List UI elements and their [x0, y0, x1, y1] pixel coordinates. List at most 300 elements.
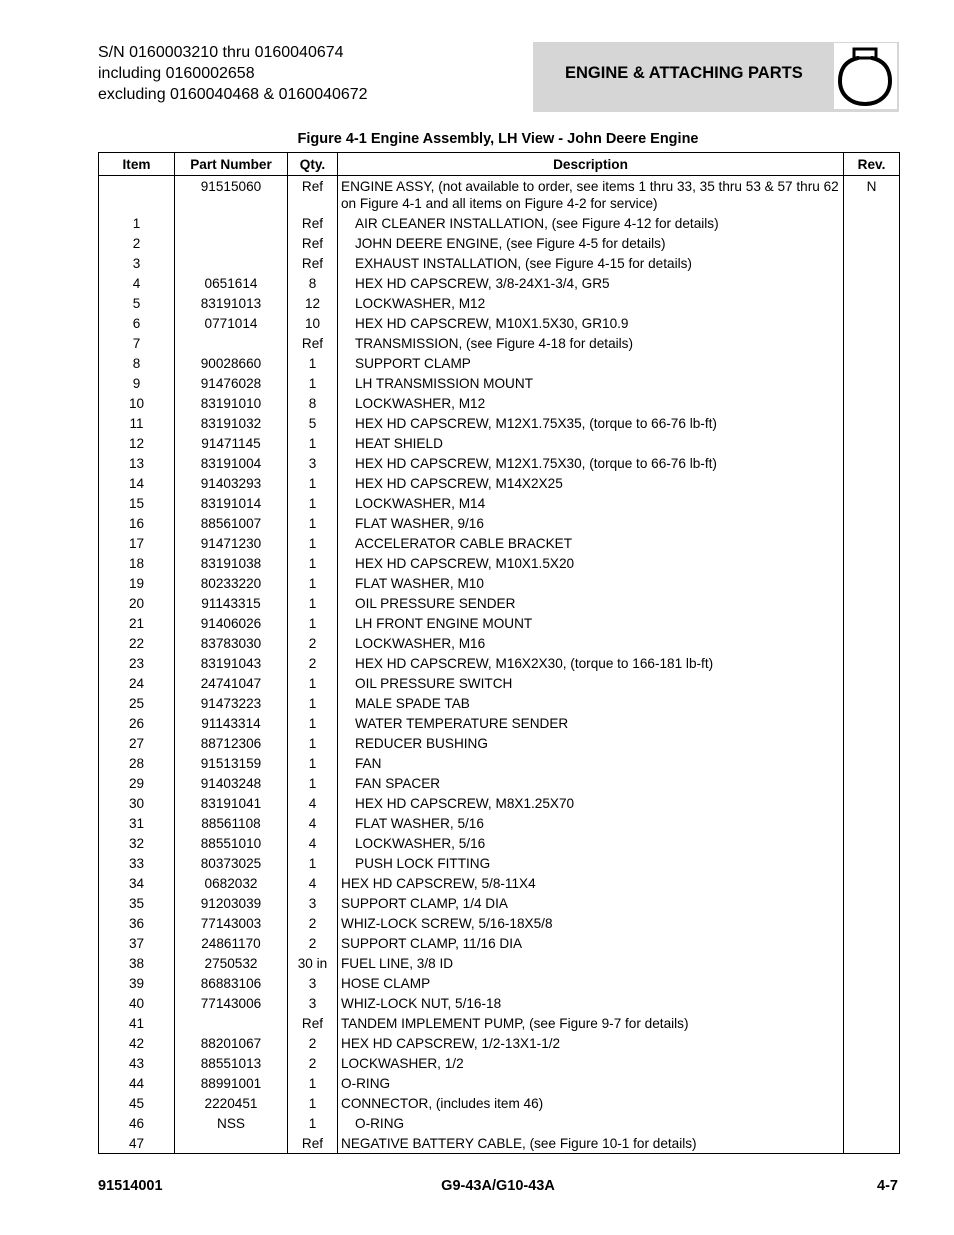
part-number-cell: 91473223	[175, 693, 288, 713]
description-cell	[338, 433, 844, 453]
part-number-cell: 88712306	[175, 733, 288, 753]
table-row	[99, 413, 900, 433]
item-cell: 46	[99, 1113, 175, 1133]
rev-cell	[844, 1113, 900, 1133]
part-number-cell: 91143314	[175, 713, 288, 733]
item-cell: 36	[99, 913, 175, 933]
description-cell	[338, 793, 844, 813]
rev-cell	[844, 553, 900, 573]
qty-cell: Ref	[288, 333, 338, 353]
item-cell: 17	[99, 533, 175, 553]
part-number-cell: 91513159	[175, 753, 288, 773]
item-cell: 20	[99, 593, 175, 613]
part-number-cell: 91471145	[175, 433, 288, 453]
description-cell	[338, 313, 844, 333]
description-cell	[338, 653, 844, 673]
table-row	[99, 873, 900, 893]
item-cell: 31	[99, 813, 175, 833]
column-header-qty: Qty.	[288, 153, 338, 176]
description-cell	[338, 813, 844, 833]
description-text: HEX HD CAPSCREW, M8X1.25X70	[355, 795, 575, 811]
section-header	[533, 42, 899, 112]
part-number-cell: 90028660	[175, 353, 288, 373]
item-cell: 35	[99, 893, 175, 913]
table-row	[99, 893, 900, 913]
part-number-cell: 83191004	[175, 453, 288, 473]
item-cell: 21	[99, 613, 175, 633]
qty-cell: Ref	[288, 1133, 338, 1154]
rev-cell	[844, 713, 900, 733]
part-number-cell: 83191010	[175, 393, 288, 413]
qty-cell: 2	[288, 653, 338, 673]
table-row	[99, 513, 900, 533]
item-cell: 47	[99, 1133, 175, 1154]
item-cell: 7	[99, 333, 175, 353]
description-cell	[338, 253, 844, 273]
description-text: LOCKWASHER, M16	[355, 635, 486, 651]
table-row	[99, 613, 900, 633]
footer-document-number: 91514001	[98, 1178, 163, 1194]
rev-cell: N	[844, 176, 900, 214]
qty-cell: 2	[288, 913, 338, 933]
table-row	[99, 713, 900, 733]
description-text: JOHN DEERE ENGINE, (see Figure 4-5 for details)	[355, 235, 666, 251]
rev-cell	[844, 793, 900, 813]
qty-cell: 1	[288, 433, 338, 453]
qty-cell: 1	[288, 673, 338, 693]
qty-cell: 1	[288, 373, 338, 393]
rev-cell	[844, 413, 900, 433]
rev-cell	[844, 953, 900, 973]
description-cell: WHIZ-LOCK SCREW, 5/16-18X5/8	[338, 913, 844, 933]
description-cell	[338, 593, 844, 613]
description-text: LH TRANSMISSION MOUNT	[355, 375, 533, 391]
table-row	[99, 673, 900, 693]
item-cell: 39	[99, 973, 175, 993]
table-row	[99, 973, 900, 993]
description-cell: LOCKWASHER, 1/2	[338, 1053, 844, 1073]
description-text: LH FRONT ENGINE MOUNT	[355, 615, 533, 631]
rev-cell	[844, 633, 900, 653]
item-cell: 18	[99, 553, 175, 573]
rev-cell	[844, 393, 900, 413]
part-number-cell: 83191032	[175, 413, 288, 433]
part-number-cell: 0771014	[175, 313, 288, 333]
description-cell	[338, 293, 844, 313]
item-cell: 16	[99, 513, 175, 533]
description-cell: SUPPORT CLAMP, 11/16 DIA	[338, 933, 844, 953]
rev-cell	[844, 233, 900, 253]
description-cell	[338, 853, 844, 873]
description-text: LOCKWASHER, M12	[355, 295, 486, 311]
table-header-row	[99, 153, 900, 176]
table-row	[99, 853, 900, 873]
column-header-rev: Rev.	[844, 153, 900, 176]
table-row	[99, 993, 900, 1013]
description-text: MALE SPADE TAB	[355, 695, 470, 711]
qty-cell: 4	[288, 813, 338, 833]
table-row	[99, 253, 900, 273]
item-cell: 29	[99, 773, 175, 793]
description-text: LOCKWASHER, M12	[355, 395, 486, 411]
qty-cell: 1	[288, 593, 338, 613]
rev-cell	[844, 813, 900, 833]
part-number-cell: 24861170	[175, 933, 288, 953]
table-row	[99, 933, 900, 953]
rev-cell	[844, 873, 900, 893]
part-number-cell: 88551013	[175, 1053, 288, 1073]
description-cell: HEX HD CAPSCREW, 5/8-11X4	[338, 873, 844, 893]
column-header-part-number: Part Number	[175, 153, 288, 176]
table-row	[99, 693, 900, 713]
item-cell: 28	[99, 753, 175, 773]
item-cell: 24	[99, 673, 175, 693]
description-cell: FUEL LINE, 3/8 ID	[338, 953, 844, 973]
rev-cell	[844, 973, 900, 993]
description-cell: SUPPORT CLAMP, 1/4 DIA	[338, 893, 844, 913]
part-number-cell: 83191038	[175, 553, 288, 573]
qty-cell: 3	[288, 993, 338, 1013]
rev-cell	[844, 933, 900, 953]
item-cell: 2	[99, 233, 175, 253]
qty-cell: 3	[288, 973, 338, 993]
description-cell	[338, 233, 844, 253]
table-row	[99, 833, 900, 853]
description-text: HEX HD CAPSCREW, M10X1.5X20	[355, 555, 575, 571]
qty-cell: Ref	[288, 253, 338, 273]
part-number-cell	[175, 1013, 288, 1033]
description-cell	[338, 373, 844, 393]
part-number-cell: 0682032	[175, 873, 288, 893]
description-text: PUSH LOCK FITTING	[355, 855, 491, 871]
table-row	[99, 473, 900, 493]
description-cell	[338, 693, 844, 713]
table-row	[99, 653, 900, 673]
table-row	[99, 273, 900, 293]
description-text: SUPPORT CLAMP	[355, 355, 471, 371]
table-row	[99, 393, 900, 413]
description-cell	[338, 393, 844, 413]
description-cell	[338, 753, 844, 773]
part-number-cell: 2750532	[175, 953, 288, 973]
rev-cell	[844, 253, 900, 273]
rev-cell	[844, 1013, 900, 1033]
rev-cell	[844, 473, 900, 493]
qty-cell: 1	[288, 533, 338, 553]
qty-cell: 2	[288, 1053, 338, 1073]
parts-table	[98, 152, 900, 1154]
part-number-cell: 91403293	[175, 473, 288, 493]
item-cell: 15	[99, 493, 175, 513]
rev-cell	[844, 773, 900, 793]
rev-cell	[844, 853, 900, 873]
description-text: FAN	[355, 755, 382, 771]
table-row	[99, 213, 900, 233]
item-cell: 43	[99, 1053, 175, 1073]
table-row	[99, 1073, 900, 1093]
part-number-cell: 80233220	[175, 573, 288, 593]
description-cell: WHIZ-LOCK NUT, 5/16-18	[338, 993, 844, 1013]
column-header-description: Description	[338, 153, 844, 176]
rev-cell	[844, 993, 900, 1013]
description-cell	[338, 713, 844, 733]
qty-cell: 1	[288, 553, 338, 573]
qty-cell: 1	[288, 613, 338, 633]
description-cell: O-RING	[338, 1073, 844, 1093]
footer-model: G9-43A/G10-43A	[441, 1178, 555, 1194]
item-cell: 1	[99, 213, 175, 233]
part-number-cell: 91403248	[175, 773, 288, 793]
part-number-cell: 0651614	[175, 273, 288, 293]
rev-cell	[844, 573, 900, 593]
item-cell: 23	[99, 653, 175, 673]
description-text: REDUCER BUSHING	[355, 735, 488, 751]
description-text: FLAT WASHER, 5/16	[355, 815, 484, 831]
item-cell: 3	[99, 253, 175, 273]
description-text: OIL PRESSURE SENDER	[355, 595, 516, 611]
part-number-cell	[175, 1133, 288, 1154]
rev-cell	[844, 433, 900, 453]
qty-cell: 8	[288, 393, 338, 413]
part-number-cell: 86883106	[175, 973, 288, 993]
table-row	[99, 293, 900, 313]
item-cell: 37	[99, 933, 175, 953]
part-number-cell: 83191014	[175, 493, 288, 513]
item-cell: 45	[99, 1093, 175, 1113]
part-number-cell: 91471230	[175, 533, 288, 553]
description-cell: HEX HD CAPSCREW, 1/2-13X1-1/2	[338, 1033, 844, 1053]
serial-number-block	[98, 42, 368, 105]
table-row	[99, 333, 900, 353]
item-cell: 33	[99, 853, 175, 873]
description-text: ACCELERATOR CABLE BRACKET	[355, 535, 573, 551]
item-cell	[99, 176, 175, 214]
table-row	[99, 593, 900, 613]
section-title: ENGINE & ATTACHING PARTS	[565, 64, 803, 82]
description-cell	[338, 273, 844, 293]
qty-cell: 12	[288, 293, 338, 313]
rev-cell	[844, 1073, 900, 1093]
part-number-cell: NSS	[175, 1113, 288, 1133]
part-number-cell: 88991001	[175, 1073, 288, 1093]
rev-cell	[844, 353, 900, 373]
description-text: LOCKWASHER, M14	[355, 495, 486, 511]
qty-cell: 1	[288, 513, 338, 533]
part-number-cell: 83783030	[175, 633, 288, 653]
item-cell: 22	[99, 633, 175, 653]
item-cell: 12	[99, 433, 175, 453]
description-cell	[338, 333, 844, 353]
qty-cell: 2	[288, 633, 338, 653]
serial-line: excluding 0160040468 & 0160040672	[98, 86, 368, 103]
table-row	[99, 773, 900, 793]
table-row	[99, 793, 900, 813]
serial-line: S/N 0160003210 thru 0160040674	[98, 44, 344, 61]
qty-cell: 1	[288, 713, 338, 733]
description-cell	[338, 493, 844, 513]
description-cell	[338, 553, 844, 573]
part-number-cell: 77143006	[175, 993, 288, 1013]
description-text: WATER TEMPERATURE SENDER	[355, 715, 569, 731]
qty-cell: 2	[288, 933, 338, 953]
part-number-cell: 88201067	[175, 1033, 288, 1053]
description-cell: ENGINE ASSY, (not available to order, see items 1 thru 33, 35 thru 53 & 57 thru 62 on Figure 4-1 and all items on Figure 4-2 for service)	[338, 176, 844, 214]
rev-cell	[844, 613, 900, 633]
rev-cell	[844, 373, 900, 393]
table-row	[99, 733, 900, 753]
description-cell	[338, 773, 844, 793]
qty-cell: 8	[288, 273, 338, 293]
description-text: AIR CLEANER INSTALLATION, (see Figure 4-12 for details)	[355, 215, 719, 231]
description-text: EXHAUST INSTALLATION, (see Figure 4-15 for details)	[355, 255, 692, 271]
engine-icon	[834, 43, 897, 109]
item-cell: 10	[99, 393, 175, 413]
qty-cell: 4	[288, 833, 338, 853]
part-number-cell: 83191013	[175, 293, 288, 313]
rev-cell	[844, 593, 900, 613]
rev-cell	[844, 293, 900, 313]
description-cell	[338, 453, 844, 473]
qty-cell: 10	[288, 313, 338, 333]
item-cell: 34	[99, 873, 175, 893]
description-cell	[338, 353, 844, 373]
part-number-cell: 80373025	[175, 853, 288, 873]
rev-cell	[844, 533, 900, 553]
description-text: HEX HD CAPSCREW, 3/8-24X1-3/4, GR5	[355, 275, 610, 291]
description-cell: NEGATIVE BATTERY CABLE, (see Figure 10-1 for details)	[338, 1133, 844, 1154]
item-cell: 6	[99, 313, 175, 333]
description-text: FLAT WASHER, M10	[355, 575, 484, 591]
description-text: HEX HD CAPSCREW, M14X2X25	[355, 475, 563, 491]
item-cell: 26	[99, 713, 175, 733]
item-cell: 42	[99, 1033, 175, 1053]
description-text: TRANSMISSION, (see Figure 4-18 for details)	[355, 335, 634, 351]
rev-cell	[844, 893, 900, 913]
table-row	[99, 433, 900, 453]
part-number-cell: 91406026	[175, 613, 288, 633]
qty-cell: 1	[288, 573, 338, 593]
qty-cell: 1	[288, 493, 338, 513]
column-header-item: Item	[99, 153, 175, 176]
item-cell: 32	[99, 833, 175, 853]
table-row	[99, 313, 900, 333]
description-cell	[338, 533, 844, 553]
item-cell: 25	[99, 693, 175, 713]
qty-cell: 2	[288, 1033, 338, 1053]
qty-cell: 1	[288, 753, 338, 773]
table-row	[99, 753, 900, 773]
part-number-cell: 77143003	[175, 913, 288, 933]
description-text: HEX HD CAPSCREW, M12X1.75X35, (torque to 66-76 lb-ft)	[355, 415, 717, 431]
rev-cell	[844, 1133, 900, 1154]
item-cell: 38	[99, 953, 175, 973]
qty-cell: 1	[288, 733, 338, 753]
rev-cell	[844, 753, 900, 773]
rev-cell	[844, 213, 900, 233]
part-number-cell: 2220451	[175, 1093, 288, 1113]
item-cell: 40	[99, 993, 175, 1013]
part-number-cell: 88551010	[175, 833, 288, 853]
table-row	[99, 1053, 900, 1073]
table-row	[99, 453, 900, 473]
rev-cell	[844, 493, 900, 513]
description-cell: TANDEM IMPLEMENT PUMP, (see Figure 9-7 for details)	[338, 1013, 844, 1033]
qty-cell: 1	[288, 1113, 338, 1133]
rev-cell	[844, 1093, 900, 1113]
part-number-cell	[175, 233, 288, 253]
table-row	[99, 1033, 900, 1053]
description-cell	[338, 833, 844, 853]
item-cell: 11	[99, 413, 175, 433]
description-cell	[338, 1113, 844, 1133]
description-cell	[338, 633, 844, 653]
table-row	[99, 233, 900, 253]
table-row	[99, 553, 900, 573]
item-cell: 27	[99, 733, 175, 753]
description-cell	[338, 513, 844, 533]
part-number-cell	[175, 333, 288, 353]
rev-cell	[844, 333, 900, 353]
part-number-cell	[175, 253, 288, 273]
item-cell: 4	[99, 273, 175, 293]
item-cell: 13	[99, 453, 175, 473]
table-row	[99, 813, 900, 833]
item-cell: 14	[99, 473, 175, 493]
item-cell: 8	[99, 353, 175, 373]
table-row	[99, 953, 900, 973]
description-cell	[338, 673, 844, 693]
part-number-cell: 88561007	[175, 513, 288, 533]
description-text: HEX HD CAPSCREW, M10X1.5X30, GR10.9	[355, 315, 629, 331]
description-text: FAN SPACER	[355, 775, 441, 791]
description-text: LOCKWASHER, 5/16	[355, 835, 486, 851]
serial-line: including 0160002658	[98, 65, 255, 82]
figure-title: Figure 4-1 Engine Assembly, LH View - John Deere Engine	[297, 131, 699, 147]
rev-cell	[844, 693, 900, 713]
qty-cell: 3	[288, 453, 338, 473]
description-cell	[338, 473, 844, 493]
item-cell: 41	[99, 1013, 175, 1033]
description-text: FLAT WASHER, 9/16	[355, 515, 484, 531]
table-row	[99, 1013, 900, 1033]
item-cell: 44	[99, 1073, 175, 1093]
table-row	[99, 533, 900, 553]
table-row	[99, 493, 900, 513]
qty-cell: Ref	[288, 233, 338, 253]
qty-cell: 1	[288, 693, 338, 713]
qty-cell: 1	[288, 473, 338, 493]
rev-cell	[844, 273, 900, 293]
qty-cell: 4	[288, 793, 338, 813]
rev-cell	[844, 733, 900, 753]
qty-cell: 1	[288, 773, 338, 793]
part-number-cell: 91515060	[175, 176, 288, 214]
rev-cell	[844, 673, 900, 693]
table-row	[99, 1093, 900, 1113]
item-cell: 9	[99, 373, 175, 393]
description-text: HEAT SHIELD	[355, 435, 443, 451]
rev-cell	[844, 833, 900, 853]
part-number-cell: 24741047	[175, 673, 288, 693]
parts-table-body	[99, 176, 900, 1154]
table-row	[99, 1113, 900, 1133]
qty-cell: 1	[288, 1093, 338, 1113]
qty-cell: 1	[288, 1073, 338, 1093]
rev-cell	[844, 1053, 900, 1073]
description-text: OIL PRESSURE SWITCH	[355, 675, 513, 691]
description-text: HEX HD CAPSCREW, M12X1.75X30, (torque to 66-76 lb-ft)	[355, 455, 717, 471]
qty-cell: Ref	[288, 213, 338, 233]
